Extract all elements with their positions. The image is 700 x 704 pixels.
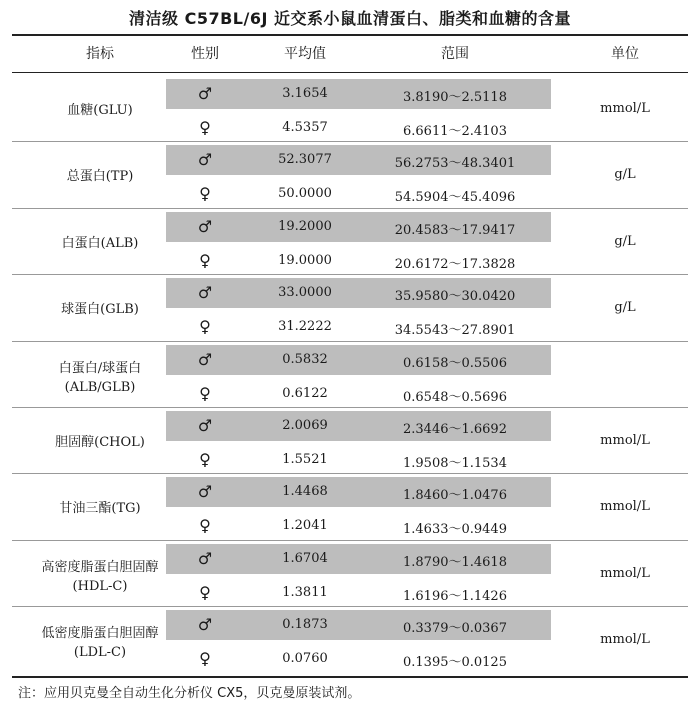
- female-symbol: ♀: [199, 383, 211, 403]
- male-symbol: ♂: [197, 216, 213, 236]
- female-symbol: ♀: [199, 516, 211, 536]
- female-mean: 1.2041: [282, 518, 328, 534]
- indicator-name-line1: 总蛋白(TP): [66, 169, 134, 185]
- female-symbol: ♀: [199, 118, 211, 137]
- indicator-name: [20, 101, 180, 120]
- group-separator: [12, 141, 688, 142]
- female-mean: 19.0000: [278, 252, 332, 268]
- header-range: 范围: [441, 46, 469, 62]
- indicator-name: [20, 167, 180, 186]
- female-symbol: ♀: [199, 649, 211, 669]
- header-indicator: 指标: [86, 46, 114, 62]
- group-separator: [12, 341, 688, 342]
- female-symbol: ♀: [199, 582, 211, 602]
- male-symbol: ♂: [197, 615, 213, 635]
- header-unit: 单位: [611, 46, 639, 62]
- indicator-name: [20, 624, 180, 662]
- male-symbol: ♂: [197, 283, 213, 303]
- indicator-name-line2: (LDL-C): [73, 645, 127, 661]
- indicator-name-line1: 甘油三酯(TG): [59, 501, 141, 517]
- male-range: 0.6158～0.5506: [403, 355, 507, 371]
- female-range: 1.4633～0.9449: [403, 522, 507, 538]
- female-range: 1.9508～1.1534: [403, 456, 507, 471]
- female-range: 34.5543～27.8901: [394, 323, 516, 339]
- indicator-name-line1: 球蛋白(GLB): [61, 302, 139, 318]
- female-mean: 50.0000: [278, 186, 332, 202]
- table-title: 清洁级 C57BL/6J 近交系小鼠血清蛋白、脂类和血糖的含量: [129, 9, 571, 28]
- male-symbol: ♂: [197, 482, 213, 502]
- table-note: 注：应用贝克曼全自动生化分析仪 CX5，贝克曼原装试剂。: [18, 686, 361, 701]
- female-mean: 0.6122: [282, 385, 328, 401]
- male-symbol: ♂: [197, 416, 213, 435]
- indicator-name-line1: 白蛋白(ALB): [61, 235, 139, 251]
- male-range: 1.8460～1.0476: [403, 488, 507, 504]
- indicator-name-line1: 胆固醇(CHOL): [55, 435, 145, 450]
- female-range: 0.1395～0.0125: [403, 655, 507, 671]
- indicator-name-line2: (ALB/GLB): [64, 379, 136, 395]
- female-range: 6.6611～2.4103: [403, 124, 507, 139]
- female-symbol: ♀: [199, 250, 211, 270]
- female-range: 20.6172～17.3828: [394, 256, 516, 272]
- female-mean: 4.5357: [282, 120, 328, 135]
- male-range: 2.3446～1.6692: [403, 422, 507, 437]
- female-mean: 31.2222: [278, 319, 332, 335]
- header-rule: [12, 72, 688, 73]
- header-sex: 性别: [191, 46, 219, 62]
- unit-label: mmol/L: [600, 101, 650, 116]
- female-mean: 1.5521: [282, 452, 328, 467]
- female-range: 1.6196～1.1426: [403, 588, 507, 604]
- female-mean: 0.0760: [282, 651, 328, 667]
- male-symbol: ♂: [197, 548, 213, 568]
- group-separator: [12, 473, 688, 474]
- indicator-name-line1: 低密度脂蛋白胆固醇: [41, 626, 159, 642]
- indicator-name: [20, 499, 180, 518]
- male-symbol: ♂: [197, 349, 213, 369]
- header-mean: 平均值: [284, 46, 326, 62]
- indicator-name: [20, 234, 180, 253]
- male-range: 0.3379～0.0367: [403, 621, 507, 637]
- female-mean: 1.3811: [282, 584, 328, 600]
- male-mean: 0.5832: [282, 351, 328, 367]
- male-mean: 1.6704: [282, 550, 328, 566]
- male-range: 20.4583～17.9417: [394, 222, 516, 238]
- female-symbol: ♀: [199, 450, 211, 469]
- female-symbol: ♀: [199, 317, 211, 337]
- male-range: 3.8190～2.5118: [403, 90, 507, 105]
- indicator-name-line1: 白蛋白/球蛋白: [58, 360, 142, 376]
- male-symbol: ♂: [197, 150, 213, 170]
- male-mean: 2.0069: [282, 418, 328, 433]
- unit-label: mmol/L: [600, 565, 650, 581]
- indicator-name-line1: 血糖(GLU): [67, 103, 133, 118]
- male-mean: 19.2000: [278, 218, 332, 234]
- female-range: 0.6548～0.5696: [403, 389, 507, 405]
- male-range: 35.9580～30.0420: [394, 289, 516, 305]
- indicator-name: [20, 300, 180, 319]
- unit-label: mmol/L: [600, 632, 650, 648]
- indicator-name-line2: (HDL-C): [72, 578, 128, 594]
- male-mean: 52.3077: [278, 152, 332, 168]
- male-mean: 3.1654: [282, 86, 328, 101]
- group-separator: [12, 208, 688, 209]
- female-symbol: ♀: [199, 184, 211, 204]
- indicator-name-line1: 高密度脂蛋白胆固醇: [41, 559, 159, 575]
- indicator-name: [20, 558, 180, 596]
- group-separator: [12, 274, 688, 275]
- male-mean: 1.4468: [282, 484, 328, 500]
- group-separator: [12, 407, 688, 408]
- male-mean: 0.1873: [282, 617, 328, 633]
- unit-label: mmol/L: [600, 433, 650, 448]
- unit-label: g/L: [614, 167, 636, 183]
- group-separator: [12, 540, 688, 541]
- unit-label: mmol/L: [600, 499, 650, 515]
- group-separator: [12, 606, 688, 607]
- unit-label: g/L: [614, 233, 636, 249]
- male-symbol: ♂: [197, 84, 213, 103]
- indicator-name: [20, 433, 180, 452]
- female-range: 54.5904～45.4096: [394, 190, 516, 206]
- male-range: 1.8790～1.4618: [403, 554, 507, 570]
- bottom-rule: [12, 676, 688, 678]
- male-range: 56.2753～48.3401: [394, 156, 516, 172]
- unit-label: g/L: [614, 300, 636, 316]
- male-mean: 33.0000: [278, 285, 332, 301]
- indicator-name: [20, 359, 180, 397]
